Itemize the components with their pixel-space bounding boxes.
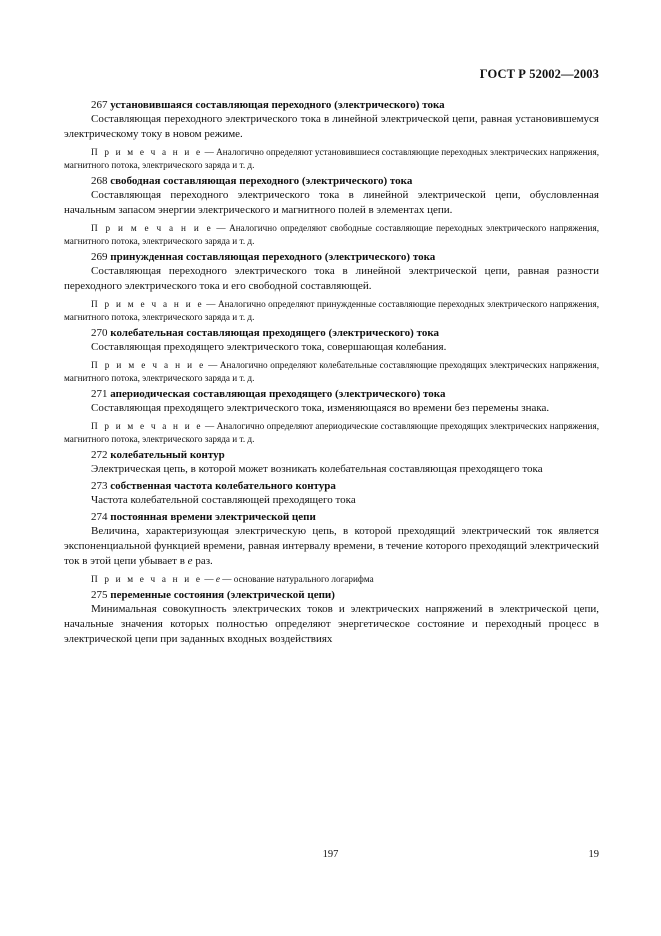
term-name: собственная частота колебательного контура [110, 480, 336, 492]
term-name: апериодическая составляющая преходящего (электрического) тока [110, 388, 446, 400]
note-label: П р и м е ч а н и е [91, 223, 213, 233]
note-text: — Аналогично определяют апериодические составляющие преходящих электрических напряжения, магнитного потока, электрического заряда и т. д. [64, 421, 599, 444]
term-definition: Составляющая переходного электрического тока в линейной электрической цепи, равная установившемуся электрическому току в новом режиме. [64, 113, 599, 140]
note-text: — Аналогично определяют колебательные составляющие преходящих электрических напряжения, магнитного потока, электрического заряда и т. д. [64, 360, 599, 383]
term-entry-272 [64, 448, 599, 477]
term-heading [64, 448, 599, 462]
note-label: П р и м е ч а н и е [91, 360, 206, 370]
term-definition: Составляющая переходного электрического тока в линейной электрической цепи, равная разности переходного электрического тока и его свободной составляющей. [64, 265, 599, 292]
term-note [64, 359, 599, 385]
term-number: 272 [91, 449, 108, 461]
note-text: — Аналогично определяют свободные составляющие переходных электрического напряжения, магнитного потока, электрического заряда и т. д. [64, 223, 599, 246]
term-heading [64, 98, 599, 112]
note-label: П р и м е ч а н и е [91, 421, 203, 431]
note-text: — Аналогично определяют установившиеся составляющие переходных электрических напряжения, магнитного потока, электрического заряда и т. д. [64, 147, 599, 170]
term-entry-270 [64, 326, 599, 385]
term-name: свободная составляющая переходного (электрического) тока [110, 175, 413, 187]
definition-symbol-e: e [187, 555, 193, 567]
term-note [64, 146, 599, 172]
note-symbol-e: e [215, 574, 220, 584]
term-entry-267 [64, 98, 599, 172]
note-label: П р и м е ч а н и е [91, 147, 203, 157]
term-name: постоянная времени электрической цепи [110, 511, 316, 523]
term-definition: Составляющая переходного электрического тока в линейной электрической цепи, обусловленная начальным запасом энергии электрического и магнитного полей в элементах цепи. [64, 189, 599, 216]
terms-list [64, 96, 599, 647]
term-definition: Электрическая цепь, в которой может возникать колебательная составляющая преходящего тока [91, 463, 543, 475]
term-note [64, 420, 599, 446]
definition-text: Величина, характеризующая электрическую цепь, в которой преходящий электрический ток является экспоненциальной функцией времени, равная интервалу времени, в течение которого преходящий электрический ток в этой цепи убывает в [64, 525, 599, 567]
term-entry-273 [64, 479, 599, 508]
term-note: П р и м е ч а н и е — e — основание натурального логарифма [91, 574, 374, 584]
term-definition: Составляющая преходящего электрического тока, изменяющаяся во времени без перемены знака. [91, 402, 550, 414]
term-heading [64, 250, 599, 264]
note-text: — Аналогично определяют принужденные составляющие переходных электрического напряжения, магнитного потока, электрического заряда и т. д. [64, 299, 599, 322]
term-heading [64, 387, 599, 401]
term-number: 274 [91, 511, 108, 523]
term-number: 269 [91, 251, 108, 263]
term-name: колебательный контур [110, 449, 225, 461]
term-heading [64, 479, 599, 493]
term-entry-274 [64, 510, 599, 586]
term-name: переменные состояния (электрической цепи) [110, 589, 335, 601]
term-entry-275 [64, 588, 599, 647]
term-definition: Составляющая преходящего электрического тока, совершающая колебания. [91, 341, 447, 353]
term-note [64, 298, 599, 324]
term-number: 268 [91, 175, 108, 187]
term-name: принужденная составляющая переходного (электрического) тока [110, 251, 436, 263]
term-number: 273 [91, 480, 108, 492]
page-number-right: 19 [588, 849, 599, 860]
term-heading [64, 588, 599, 602]
term-number: 267 [91, 99, 108, 111]
note-label: П р и м е ч а н и е [91, 574, 203, 584]
term-heading [64, 326, 599, 340]
term-entry-268 [64, 174, 599, 248]
term-definition: Минимальная совокупность электрических токов и электрических напряжений в электрической цепи, начальные значения которых полностью определяют энергетическое состояние и переходный процесс в электрической цепи при заданных входных воздействиях [64, 603, 599, 645]
doc-code-header: ГОСТ Р 52002—2003 [479, 67, 599, 81]
definition-text-end: раз. [192, 555, 213, 567]
term-name: установившаяся составляющая переходного (электрического) тока [110, 99, 445, 111]
term-heading [64, 174, 599, 188]
term-note [64, 222, 599, 248]
note-text: — основание натурального логарифма [219, 574, 374, 584]
term-entry-271 [64, 387, 599, 446]
term-definition [64, 524, 599, 569]
term-definition: Частота колебательной составляющей преходящего тока [91, 494, 356, 506]
term-heading [64, 510, 599, 524]
page-number-center: 197 [322, 849, 339, 860]
term-entry-269 [64, 250, 599, 324]
term-number: 275 [91, 589, 108, 601]
term-number: 271 [91, 388, 108, 400]
note-label: П р и м е ч а н и е [91, 299, 204, 309]
term-number: 270 [91, 327, 108, 339]
term-name: колебательная составляющая преходящего (электрического) тока [110, 327, 439, 339]
